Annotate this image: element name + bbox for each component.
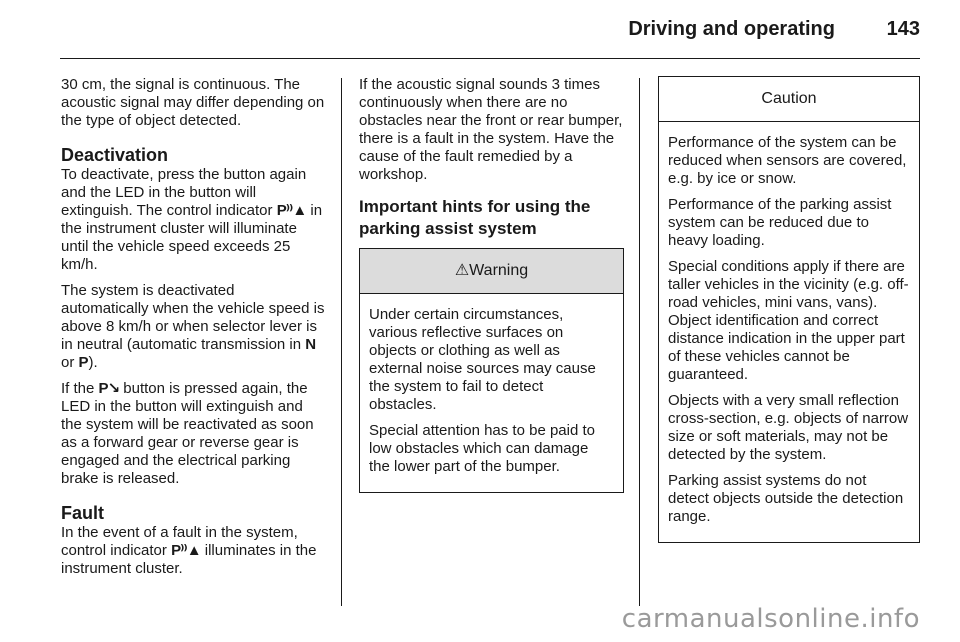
header-rule bbox=[60, 58, 920, 59]
caution-header bbox=[659, 77, 919, 122]
deactivation-paragraph-2 bbox=[61, 282, 326, 372]
text-fragment: In the event of a fault in the system, control indicator bbox=[61, 524, 298, 559]
page-header bbox=[0, 0, 960, 62]
text-fragment: To deactivate, press the button again and the LED in the button will extinguish. The control indicator bbox=[61, 166, 307, 219]
warning-body bbox=[360, 294, 623, 492]
text-fragment: in the instrument cluster will illuminate until the vehicle speed exceeds 25 km/h. bbox=[61, 202, 323, 273]
warning-header bbox=[360, 249, 623, 294]
warning-label: Warning bbox=[469, 262, 529, 279]
watermark: carmanualsonline.info bbox=[621, 604, 920, 634]
intro-paragraph: 30 cm, the signal is continuous. The acoustic signal may differ depending on the type of object detected. bbox=[61, 76, 325, 129]
text-fragment: button is pressed again, the LED in the button will extinguish and the system will be reactivated as soon as a forward gear or reverse gear is engaged and the electrical parking brake is released. bbox=[61, 380, 314, 487]
deactivation-paragraph-1 bbox=[61, 166, 326, 274]
caution-paragraph-2: Performance of the parking assist system can be reduced due to heavy loading. bbox=[668, 196, 892, 249]
text-fragment: The system is deactivated automatically when the vehicle speed is above 8 km/h or when selector lever is in neutral (automatic transmission in bbox=[61, 282, 325, 353]
parking-assist-button-icon: P↘ bbox=[98, 380, 120, 397]
acoustic-fault-paragraph: If the acoustic signal sounds 3 times continuously when there are no obstacles near the front or rear bumper, there is a fault in the system. Have the cause of the fault remedied by a workshop. bbox=[359, 76, 623, 183]
parking-assist-indicator-icon: P⁾⁾▲ bbox=[171, 542, 201, 559]
column-2 bbox=[359, 76, 624, 493]
column-1 bbox=[61, 76, 326, 586]
caution-label: Caution bbox=[761, 90, 817, 107]
warning-paragraph-2: Special attention has to be paid to low obstacles which can damage the lower part of the bumper. bbox=[369, 422, 595, 475]
caution-body bbox=[659, 122, 919, 542]
page-number: 143 bbox=[886, 18, 920, 40]
column-3 bbox=[658, 76, 920, 543]
page-title: Driving and operating bbox=[628, 18, 835, 40]
important-hints-heading: Important hints for using the parking assist system bbox=[359, 197, 591, 238]
caution-paragraph-1: Performance of the system can be reduced when sensors are covered, e.g. by ice or snow. bbox=[668, 134, 907, 187]
warning-paragraph-1: Under certain circumstances, various reflective surfaces on objects or clothing as well as external noise sources may cause the system to fail to detect obstacles. bbox=[369, 306, 596, 413]
gear-p-label: P bbox=[78, 354, 89, 371]
parking-assist-indicator-icon: P⁾⁾▲ bbox=[276, 202, 307, 219]
deactivation-heading: Deactivation bbox=[61, 145, 169, 165]
column-divider-2 bbox=[639, 78, 640, 606]
text-fragment: or bbox=[61, 354, 75, 371]
caution-paragraph-3: Special conditions apply if there are taller vehicles in the vicinity (e.g. off-road vehicles, mini vans, vans). Object identification and correct distance indication in the upper part of these vehicles cannot be guaranteed. bbox=[668, 258, 909, 383]
caution-box bbox=[658, 76, 920, 543]
text-fragment: If the bbox=[61, 380, 95, 397]
caution-paragraph-4: Objects with a very small reflection cross-section, e.g. objects of narrow size or soft materials, may not be detected by the system. bbox=[668, 392, 909, 463]
fault-paragraph bbox=[61, 524, 326, 578]
fault-heading: Fault bbox=[61, 503, 104, 523]
caution-paragraph-5: Parking assist systems do not detect objects outside the detection range. bbox=[668, 472, 904, 525]
gear-n-label: N bbox=[305, 336, 317, 353]
warning-box bbox=[359, 248, 624, 493]
column-divider-1 bbox=[341, 78, 342, 606]
text-fragment: ). bbox=[88, 354, 98, 371]
deactivation-paragraph-3 bbox=[61, 380, 326, 488]
warning-triangle-icon: ⚠ bbox=[454, 262, 470, 279]
text-fragment: illuminates in the instrument cluster. bbox=[61, 542, 317, 577]
